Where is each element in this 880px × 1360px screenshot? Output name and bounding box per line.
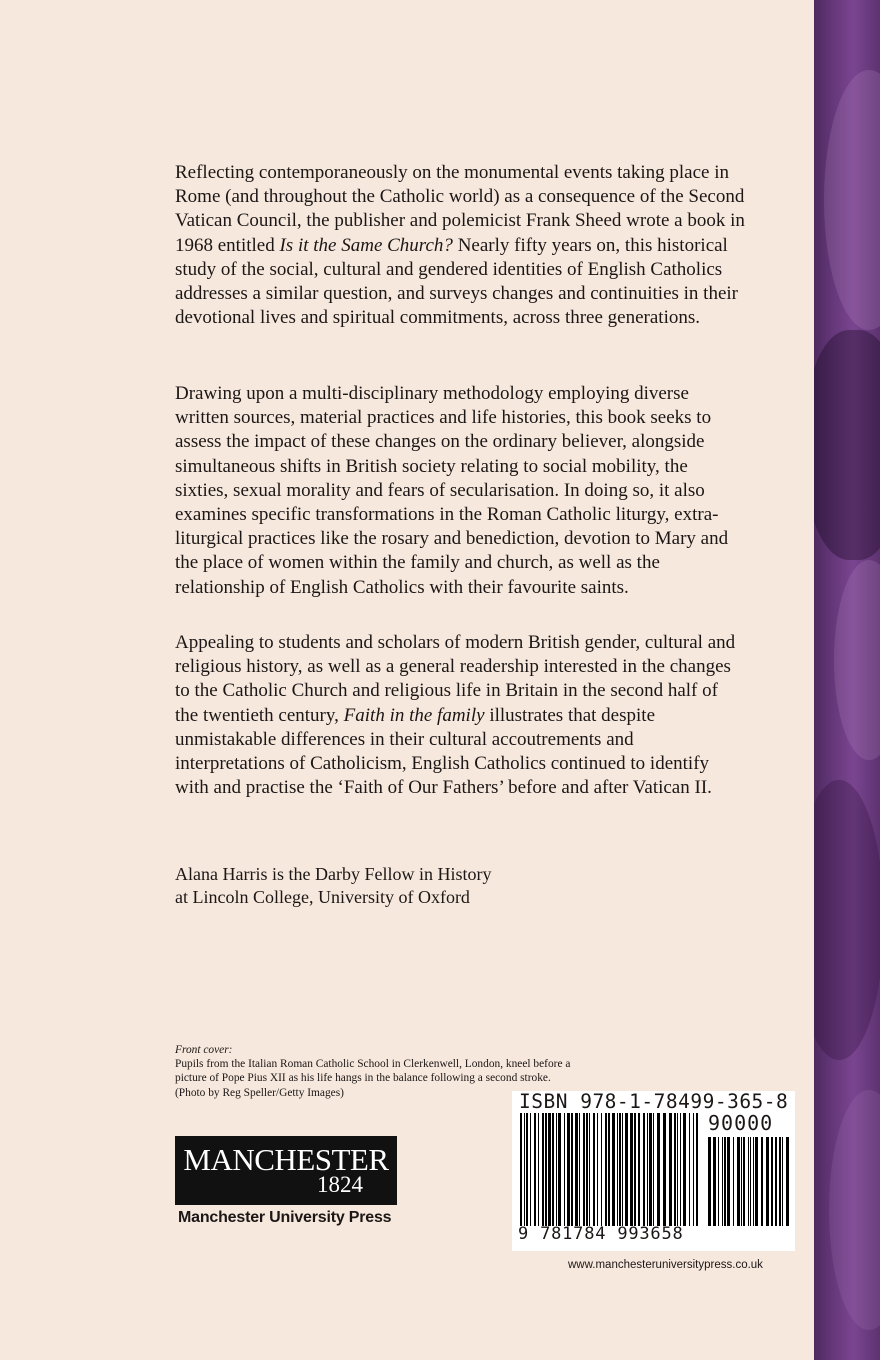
barcode-bar <box>622 1113 623 1226</box>
barcode-bar <box>669 1113 672 1226</box>
addon-barcode-bars <box>708 1137 790 1226</box>
barcode-bar <box>589 1113 590 1226</box>
author-bio-line-1: Alana Harris is the Darby Fellow in History <box>175 864 492 884</box>
barcode-bar <box>737 1137 740 1226</box>
barcode-bar <box>638 1113 640 1226</box>
barcode-bar <box>683 1113 686 1226</box>
isbn-barcode <box>512 1091 795 1251</box>
barcode-bar <box>782 1137 783 1226</box>
publisher-name: Manchester University Press <box>178 1209 392 1226</box>
blurb-p2-text: Drawing upon a multi-disciplinary methodology employing diverse written sources, material practices and life histories, this book seeks to assess the impact of these changes on the ordinary believer, alongside simultaneous shifts in British society relating to social mobility, the sixties, sexual morality and fears of secularisation. In doing so, it also examines specific transformations in the Roman Catholic liturgy, extra-liturgical practices like the rosary and benediction, devotion to Mary and the place of women within the family and church, as well as the relationship of English Catholics with their favourite saints. <box>175 383 729 598</box>
barcode-bar <box>593 1113 595 1226</box>
barcode-bar <box>748 1137 749 1226</box>
publisher-logo-name: MANCHESTER <box>183 1142 389 1177</box>
barcode-bar <box>753 1137 754 1226</box>
barcode-bar <box>727 1137 730 1226</box>
barcode-bar <box>605 1113 607 1226</box>
barcode-bar <box>520 1113 522 1226</box>
blurb-p3-text-start: Appealing to students and scholars of modern British gender, cultural and religious history, as well as a general readership interested in the changes to the Catholic Church and religious life in Britain in the second half of the twentieth century, <box>175 632 736 726</box>
barcode-bar <box>575 1113 578 1226</box>
barcode-bar <box>680 1113 681 1226</box>
barcode-bar <box>552 1113 554 1226</box>
barcode-bar <box>579 1113 580 1226</box>
barcode-bar <box>608 1113 610 1226</box>
barcode-bar <box>545 1113 547 1226</box>
barcode-bar <box>586 1113 588 1226</box>
blurb-p3-text-end: illustrates that despite unmistakable differences in their cultural accoutrements and interpretations of Catholicism, English Catholics continued to identify with and practise the ‘Faith of Our Fathers’ before and after Vatican II. <box>175 704 712 799</box>
barcode-bar <box>743 1137 745 1226</box>
blurb-paragraph-1 <box>175 161 745 330</box>
blurb-paragraph-3 <box>175 631 745 800</box>
barcode-bar <box>571 1113 573 1226</box>
barcode-bar <box>771 1137 773 1226</box>
barcode-bar <box>534 1113 536 1226</box>
barcode-bar <box>526 1113 528 1226</box>
barcode-bar <box>741 1137 742 1226</box>
barcode-bar <box>696 1113 698 1226</box>
ean-barcode-bars <box>520 1113 700 1226</box>
barcode-bar <box>766 1137 769 1226</box>
barcode-bar <box>601 1113 602 1226</box>
barcode-bar <box>619 1113 621 1226</box>
barcode-bar <box>708 1137 711 1226</box>
barcode-bar <box>775 1137 777 1226</box>
barcode-bar <box>724 1137 726 1226</box>
sheed-book-title: Is it the Same Church? <box>279 234 453 256</box>
blurb-paragraph-2 <box>175 382 745 600</box>
barcode-bar <box>564 1113 565 1226</box>
barcode-bar <box>558 1113 561 1226</box>
barcode-bar <box>657 1113 660 1226</box>
barcode-bar <box>713 1137 716 1226</box>
barcode-bar <box>722 1137 723 1226</box>
barcode-bar <box>530 1113 531 1226</box>
barcode-bar <box>689 1113 690 1226</box>
barcode-bar <box>634 1113 636 1226</box>
isbn-label: ISBN 978-1-78499-365-8 <box>519 1090 789 1113</box>
barcode-bar <box>567 1113 570 1226</box>
barcode-bar <box>718 1137 719 1226</box>
publisher-logo <box>175 1136 397 1205</box>
author-bio <box>175 863 491 908</box>
barcode-bar <box>647 1113 648 1226</box>
author-bio-line-2: at Lincoln College, University of Oxford <box>175 886 470 907</box>
barcode-bar <box>674 1113 676 1226</box>
barcode-bar <box>542 1113 544 1226</box>
blurb-p1-text-start: Reflecting contemporaneously on the monumental events taking place in Rome (and throughout the Catholic world) as a consequence of the Second Vatican Council, the publisher and polemicist Frank Sheed wrote a book in 1968 entitled <box>175 162 745 256</box>
barcode-bar <box>733 1137 734 1226</box>
barcode-bar <box>786 1137 789 1226</box>
blurb-p1-text-end: Nearly fifty years on, this historical study of the social, cultural and gendered identities of English Catholics addresses a similar question, and surveys changes and continuities in their devotional lives and spiritual commitments, across three generations. <box>175 234 739 329</box>
barcode-bar <box>649 1113 652 1226</box>
barcode-bar <box>663 1113 666 1226</box>
barcode-bar <box>643 1113 645 1226</box>
spine-photo-strip <box>814 0 880 1360</box>
barcode-bar <box>597 1113 598 1226</box>
publisher-logo-year: 1824 <box>317 1172 363 1197</box>
ean-digits: 9 781784 993658 <box>518 1224 684 1244</box>
barcode-bar <box>750 1137 751 1226</box>
barcode-bar <box>625 1113 628 1226</box>
barcode-bar <box>693 1113 694 1226</box>
barcode-bar <box>755 1137 758 1226</box>
barcode-bar <box>779 1137 781 1226</box>
barcode-bar <box>524 1113 525 1226</box>
barcode-bar <box>617 1113 618 1226</box>
price-code: 90000 <box>708 1111 774 1135</box>
barcode-bar <box>583 1113 585 1226</box>
barcode-bar <box>677 1113 678 1226</box>
barcode-bar <box>761 1137 763 1226</box>
publisher-website: www.manchesteruniversitypress.co.uk <box>568 1259 763 1271</box>
barcode-bar <box>653 1113 654 1226</box>
cover-credit-text: Pupils from the Italian Roman Catholic School in Clerkenwell, London, kneel before a picture of Pope Pius XII as his life hangs in the balance following a second stroke. (Photo by Reg Speller/Getty Images) <box>175 1058 571 1099</box>
barcode-bar <box>612 1113 615 1226</box>
barcode-bar <box>630 1113 633 1226</box>
barcode-bar <box>556 1113 557 1226</box>
barcode-bar <box>538 1113 539 1226</box>
cover-credit-label: Front cover: <box>175 1044 233 1056</box>
book-title: Faith in the family <box>343 704 485 726</box>
barcode-bar <box>548 1113 551 1226</box>
